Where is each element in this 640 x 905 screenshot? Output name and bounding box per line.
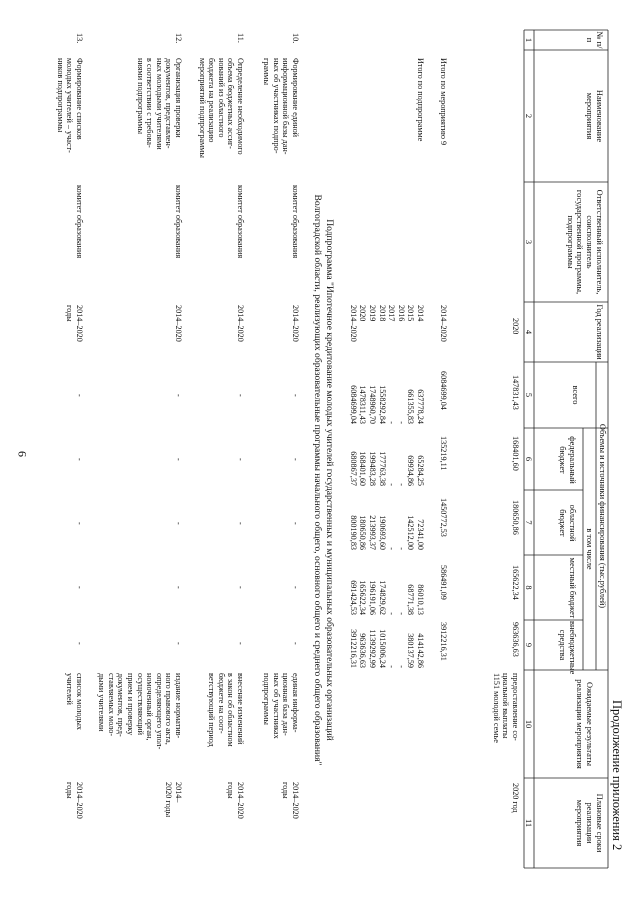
row-executor: комитет образования	[174, 185, 183, 259]
row-total: -	[236, 394, 245, 397]
row-local: -	[75, 586, 84, 589]
row-result: внесение изменений в закон об областном бюджете на соот- ветствующий период	[207, 673, 245, 747]
header-federal: федеральный бюджет	[558, 436, 577, 484]
col-number-2: 2	[524, 113, 533, 119]
row-number: 12.	[174, 33, 183, 44]
row-term: 2014–2020 годы	[226, 782, 245, 819]
row-name: Организация проверки документов, представлен- ных молодыми учителями в соответствии с требова- ниями подпрограммы	[135, 58, 183, 150]
top-year: 2020	[511, 318, 520, 335]
sum9-federal: 135219,11	[439, 436, 448, 471]
subtotal-regional: 72341,00 142512,00 - - 190693,60 213993,37 180650,86 800190,83	[348, 515, 425, 550]
top-term: 2020 год	[511, 783, 520, 813]
row-federal: -	[75, 458, 84, 461]
sum9-regional: 1450772,53	[439, 498, 448, 537]
sum9-extrabudget: 3912216,31	[439, 622, 448, 661]
row-extrabudget: -	[236, 642, 245, 645]
sum9-year: 2014–2020	[439, 305, 448, 342]
header-extrabudget: внебюджетные средства	[558, 621, 577, 675]
row-result: список молодых учителей	[65, 673, 84, 731]
row-name: Формирование единой информационной базы дан- ных об участниках подпро- граммы	[262, 58, 300, 155]
header-including: в том числе	[585, 528, 594, 570]
header-term: Плановые сроки реализации мероприятия	[575, 793, 604, 853]
row-term: 2014– 2020 годы	[164, 782, 183, 818]
row-extrabudget: -	[75, 642, 84, 645]
col-number-8: 8	[524, 585, 533, 590]
subtotal-extrabudget: 414142,86 380137,59 - - 1015006,24 1139292,99 963636,63 3912216,31	[348, 629, 425, 668]
row-total: -	[174, 394, 183, 397]
row-total: -	[75, 394, 84, 397]
top-federal: 168401,60	[511, 436, 520, 471]
row-federal: -	[174, 458, 183, 461]
header-regional: областной бюджет	[558, 504, 577, 542]
top-result: предоставление со- циальной выплаты 1151 молодой семье	[491, 673, 520, 743]
col-number-11: 11	[524, 818, 533, 828]
subtotal-years: 2014 2015 2016 2017 2018 2019 2020 2014–2020	[348, 305, 425, 342]
row-federal: -	[236, 458, 245, 461]
row-year: 2014–2020	[236, 305, 245, 342]
col-number-6: 6	[524, 456, 533, 462]
row-term: 2014–2020 годы	[65, 782, 84, 819]
row-executor: комитет образования	[291, 185, 300, 259]
row-name: Формирование списков молодых учителей – участ- ников подпрограммы	[55, 58, 84, 153]
row-year: 2014–2020 годы	[65, 305, 84, 342]
subtotal-local: 86010,13 68771,38 - - 174829,62 196191,06 165622,34 691424,53	[348, 580, 425, 615]
row-number: 10.	[291, 33, 300, 44]
row-year: 2014–2020	[291, 305, 300, 342]
row-result: единая информа- ционная база дан- ных об участниках подпрограммы	[262, 673, 300, 739]
row-extrabudget: -	[174, 642, 183, 645]
header-name: Наименование мероприятия	[585, 89, 604, 143]
sum9-local: 586491,09	[439, 565, 448, 600]
subtotal-total: 637778,24 661355,83 - - 1558292,84 1748960,70 1478311,43 6084699,04	[348, 385, 425, 424]
header-funding: Объемы и источники финансирования (тыс.рублей)	[598, 423, 607, 609]
subprogram-title: Подпрограмма "Ипотечное кредитование молодых учителей государственных и муниципальных образовательных организаций Волгоградской области, реализующих образовательные программы начального общего, основного общего и среднего общего образования"	[312, 194, 335, 766]
top-total: 147831,43	[511, 375, 520, 410]
sum9-total: 6084699,04	[439, 371, 448, 410]
header-num: № п/п	[585, 31, 604, 49]
row-federal: -	[291, 458, 300, 461]
header-executor: Ответственный исполнитель, соисполнитель государственной программы, подпрограммы	[565, 189, 604, 295]
subtotal-federal: 65284,25 69934,86 - - 177763,38 199483,28 168401,60 680867,37	[348, 451, 425, 486]
row-local: -	[174, 586, 183, 589]
row-extrabudget: -	[291, 642, 300, 645]
col-number-3: 3	[524, 239, 533, 245]
row-result: издание норматив- ного правового акта, определяющего упол- номоченный орган, осуществляющий прием и проверку документов, пред- ставляемых моло- дыми учителями	[97, 673, 183, 750]
subtotal-label: Итого по подпрограмме	[416, 58, 425, 142]
col-number-10: 10	[524, 719, 533, 729]
row-total: -	[291, 394, 300, 397]
header-year: Год реализации	[595, 304, 604, 360]
top-extrabudget: 963636,63	[511, 622, 520, 657]
col-number-9: 9	[524, 642, 533, 648]
col-number-5: 5	[524, 392, 533, 398]
row-regional: -	[236, 522, 245, 525]
continuation-label: Продолжение приложения 2	[610, 700, 624, 851]
row-executor: комитет образования	[75, 185, 84, 259]
page-number: 9	[15, 451, 29, 457]
col-number-1: 1	[524, 37, 533, 43]
row-number: 11.	[236, 33, 245, 43]
header-expected: Ожидаемые результаты реализации мероприятия	[575, 679, 594, 769]
rotated-page	[20, 0, 640, 880]
col-number-7: 7	[524, 520, 533, 525]
sum9-label: Итого по мероприятию 9	[439, 58, 448, 146]
top-local: 165622,34	[511, 565, 520, 600]
row-regional: -	[174, 522, 183, 525]
row-executor: комитет образования	[236, 185, 245, 259]
col-number-4: 4	[524, 329, 533, 335]
row-regional: -	[291, 522, 300, 525]
row-name: Определение необходимого объема бюджетных ассиг- нований из областного бюджета на реализацию мероприятий подпрограммы	[197, 58, 245, 158]
row-number: 13.	[75, 33, 84, 44]
row-local: -	[291, 586, 300, 589]
row-term: 2014–2020 годы	[281, 782, 300, 819]
header-local: местный бюджет	[568, 557, 577, 619]
row-year: 2014–2020	[174, 305, 183, 342]
row-local: -	[236, 586, 245, 589]
row-regional: -	[75, 522, 84, 525]
top-regional: 180650,86	[511, 500, 520, 535]
header-total: всего	[571, 385, 580, 405]
